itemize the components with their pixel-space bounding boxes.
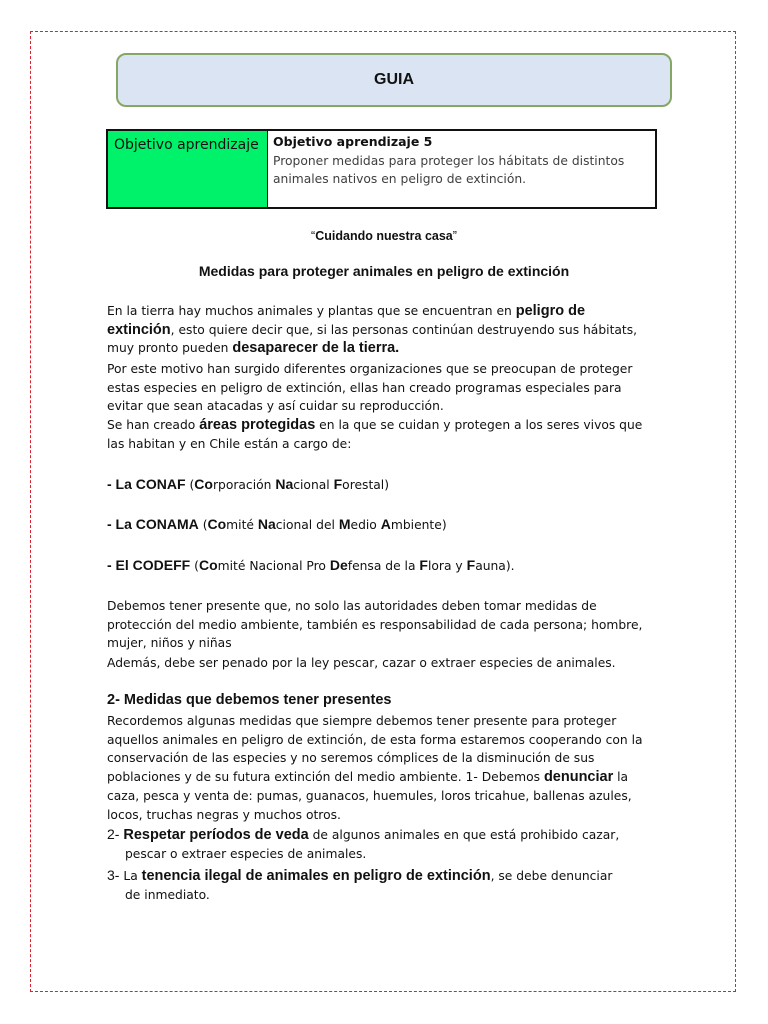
org-initial: F bbox=[419, 557, 428, 573]
intro-paragraph-3 bbox=[107, 416, 652, 453]
org-text: mité bbox=[226, 518, 258, 532]
org-text: cional bbox=[293, 478, 334, 492]
intro-paragraph-2: Por este motivo han surgido diferentes organizaciones que se preocupan de proteger estas especies en peligro de extinción, ellas han creado programas especiales para evitar que sean atacadas y así cuidar su reproducción. bbox=[107, 362, 633, 414]
list-item-3 bbox=[107, 866, 652, 904]
org-lead: - La CONAF bbox=[107, 476, 186, 492]
org-text: ( bbox=[198, 518, 208, 532]
responsibility-paragraph-1: Debemos tener presente que, no solo las autoridades deben tomar medidas de protección del medio ambiente, también es responsabilidad de cada persona; hombre, mujer, niños y niñas bbox=[107, 599, 643, 651]
org-text: ( bbox=[190, 559, 199, 573]
list-emphasis: tenencia ilegal de animales en peligro de extinción bbox=[141, 868, 491, 884]
close-quote: ” bbox=[452, 229, 457, 243]
objective-label: Objetivo aprendizaje bbox=[108, 131, 268, 207]
page-title: GUIA bbox=[374, 71, 414, 88]
org-conaf bbox=[107, 476, 389, 492]
section-text: Recordemos algunas medidas que siempre debemos tener presente para proteger aquellos animales en peligro de extinción, de esta forma estaremos cooperando con la conservación de las especies y no seremos cómplices de la disminución de sus poblaciones y de su futura extinción del medio ambiente. 1- Debemos bbox=[107, 714, 643, 785]
list-text: , se debe denunciar bbox=[490, 869, 613, 883]
list-text: pescar o extraer especies de animales. bbox=[125, 846, 367, 861]
org-text: lora y bbox=[427, 559, 467, 573]
intro-text: en la que se cuidan y protegen a los seres vivos que las habitan y en Chile están a cargo de: bbox=[107, 418, 643, 451]
org-initial: Co bbox=[207, 516, 227, 532]
objective-title: Objetivo aprendizaje 5 bbox=[273, 134, 433, 149]
intro-text: En la tierra hay muchos animales y plantas que se encuentran en bbox=[107, 304, 516, 318]
intro-emphasis: áreas protegidas bbox=[199, 417, 316, 433]
org-text: cional del bbox=[275, 518, 339, 532]
objective-content bbox=[268, 131, 655, 207]
section-emphasis: denunciar bbox=[543, 769, 614, 786]
org-initial: M bbox=[338, 516, 351, 532]
org-text: ( bbox=[185, 478, 195, 492]
org-text: fensa de la bbox=[347, 559, 420, 573]
intro-text: , esto quiere decir que, si las personas continúan destruyendo sus hábitats, muy pronto pueden bbox=[107, 322, 638, 356]
org-text: mbiente) bbox=[390, 518, 447, 532]
subtitle-text: Cuidando nuestra casa bbox=[315, 229, 453, 243]
org-initial: Na bbox=[257, 516, 276, 532]
list-text: de algunos animales en que está prohibido cazar, bbox=[308, 828, 620, 842]
responsibility-paragraph-2: Además, debe ser penado por la ley pescar, cazar o extraer especies de animales. bbox=[107, 656, 616, 670]
org-text: auna). bbox=[475, 559, 515, 573]
section-text: la caza, pesca y venta de: pumas, guanacos, huemules, loros tricahue, ballenas azules, locos, truchas negras y muchos otros. bbox=[107, 770, 632, 822]
list-item-2 bbox=[107, 825, 652, 863]
org-text: rporación bbox=[212, 478, 276, 492]
list-number: 2- bbox=[107, 826, 124, 842]
org-initial: F bbox=[466, 557, 476, 573]
org-text: mité Nacional Pro bbox=[217, 559, 330, 573]
section-2-heading: 2- Medidas que debemos tener presentes bbox=[107, 692, 392, 708]
objective-description: Proponer medidas para proteger los hábitats de distintos animales nativos en peligro de extinción. bbox=[273, 153, 625, 186]
list-emphasis: Respetar períodos de veda bbox=[123, 827, 309, 843]
list-number: 3- bbox=[107, 867, 124, 883]
open-quote: “ bbox=[311, 229, 316, 243]
org-text: edio bbox=[350, 518, 381, 532]
intro-paragraph-1 bbox=[107, 302, 652, 358]
org-initial: Na bbox=[275, 476, 294, 492]
org-initial: A bbox=[380, 516, 391, 532]
intro-emphasis: desaparecer de la tierra. bbox=[232, 340, 400, 357]
intro-emphasis: peligro de extinción bbox=[107, 303, 586, 338]
org-lead: - La CONAMA bbox=[107, 516, 199, 532]
title-box bbox=[116, 53, 672, 107]
intro-text: Se han creado bbox=[107, 418, 200, 432]
list-text: de inmediato. bbox=[125, 887, 210, 902]
org-text: orestal) bbox=[342, 478, 390, 492]
objective-table bbox=[106, 129, 657, 209]
org-codeff bbox=[107, 557, 515, 573]
main-heading: Medidas para proteger animales en peligro de extinción bbox=[198, 263, 570, 279]
org-initial: Co bbox=[198, 557, 218, 573]
org-lead: - El CODEFF bbox=[107, 557, 191, 573]
subtitle bbox=[0, 229, 768, 243]
org-conama bbox=[107, 516, 447, 532]
org-initial: De bbox=[329, 557, 348, 573]
list-text: La bbox=[123, 869, 142, 883]
section-2-paragraph bbox=[107, 712, 652, 824]
org-initial: F bbox=[333, 476, 343, 492]
org-initial: Co bbox=[194, 476, 213, 492]
